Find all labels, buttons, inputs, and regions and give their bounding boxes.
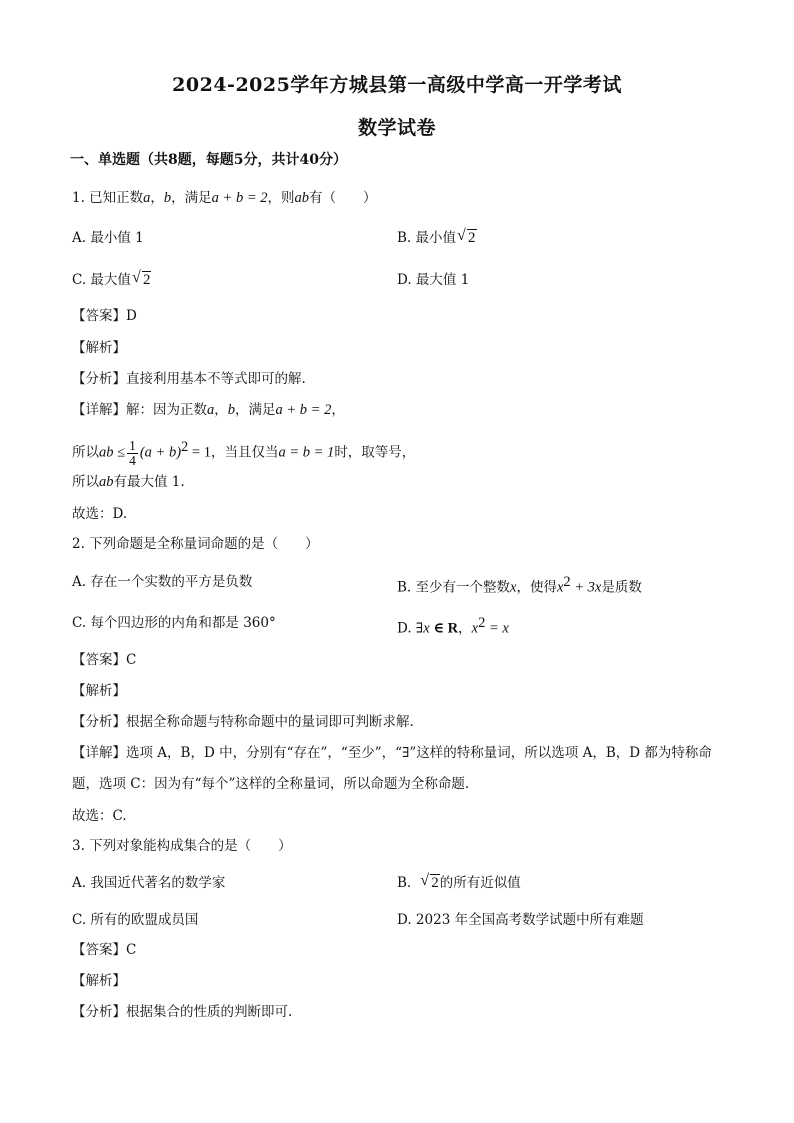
sqrt-symbol: √ 2 (133, 270, 152, 290)
q3-option-d: D. 2023 年全国高考数学试题中所有难题 (397, 912, 644, 928)
q2-option-c: C. 每个四边形的内角和都是 360° (72, 615, 276, 631)
q2-option-a: A. 存在一个实数的平方是负数 (72, 574, 253, 590)
q1-option-a: A. 最小值 1 (72, 230, 144, 246)
q3-option-a: A. 我国近代著名的数学家 (72, 875, 226, 891)
q3-analysis-label: 【解析】 (72, 973, 126, 989)
q2-stem: 2. 下列命题是全称量词命题的是（ ） (72, 536, 319, 552)
q2-detail-line1: 【详解】选项 A，B，D 中，分别有“存在”，“至少”，“∃”这样的特称量词，所以选项 A，B，D 都为特称命 (72, 745, 712, 761)
q1-conclusion: 所以ab有最大值 1. (72, 474, 185, 490)
q2-option-d: D. ∃x ∈ R，$x^2 = x$ (397, 615, 509, 637)
q1-analysis-label: 【解析】 (72, 340, 126, 356)
q3-stem: 3. 下列对象能构成集合的是（ ） (72, 838, 292, 854)
q3-answer: 【答案】C (72, 942, 137, 958)
q1-choose: 故选：D. (72, 506, 128, 522)
q2-answer: 【答案】C (72, 652, 137, 668)
exam-subtitle: 数学试卷 (357, 117, 436, 139)
q3-option-c: C. 所有的欧盟成员国 (72, 912, 199, 928)
sqrt-symbol: √ 2 (421, 873, 440, 893)
q2-option-b: B. 至少有一个整数x，使得$x^2 + 3x$是质数 (397, 574, 642, 596)
q1-option-c: C. 最大值√ 2 (72, 270, 151, 290)
q1-option-b: B. 最小值√ 2 (397, 228, 477, 248)
q1-stem: 1. 已知正数a，b，满足a + b = 2，则ab有（ ） (72, 190, 377, 206)
sqrt-symbol: √ 2 (458, 228, 477, 248)
q1-fenxi: 【分析】直接利用基本不等式即可的解. (72, 371, 306, 387)
q2-fenxi: 【分析】根据全称命题与特称命题中的量词即可判断求解. (72, 714, 414, 730)
q1-step: 所以ab ≤ $\frac{1}{4}$ $(a + b)^2 = 1$，当且仅当a = b = 1时，取等号， (72, 437, 416, 468)
q2-detail-line2: 题，选项 C：因为有“每个”这样的全称量词，所以命题为全称命题. (72, 776, 470, 792)
fraction: $\frac{1}{4}$ (129, 437, 136, 468)
q2-analysis-label: 【解析】 (72, 683, 126, 699)
q1-option-d: D. 最大值 1 (397, 272, 470, 288)
exam-title: 2024-2025学年方城县第一高级中学高一开学考试 (172, 74, 622, 96)
section-heading: 一、单选题（共8题，每题5分，共计40分） (70, 152, 347, 168)
q1-answer: 【答案】D (72, 308, 137, 324)
q3-option-b: B.√ 2的所有近似值 (397, 873, 521, 893)
q3-fenxi: 【分析】根据集合的性质的判断即可. (72, 1004, 293, 1020)
q2-choose: 故选：C. (72, 808, 127, 824)
q1-detail: 【详解】解：因为正数a，b，满足a + b = 2， (72, 402, 345, 418)
